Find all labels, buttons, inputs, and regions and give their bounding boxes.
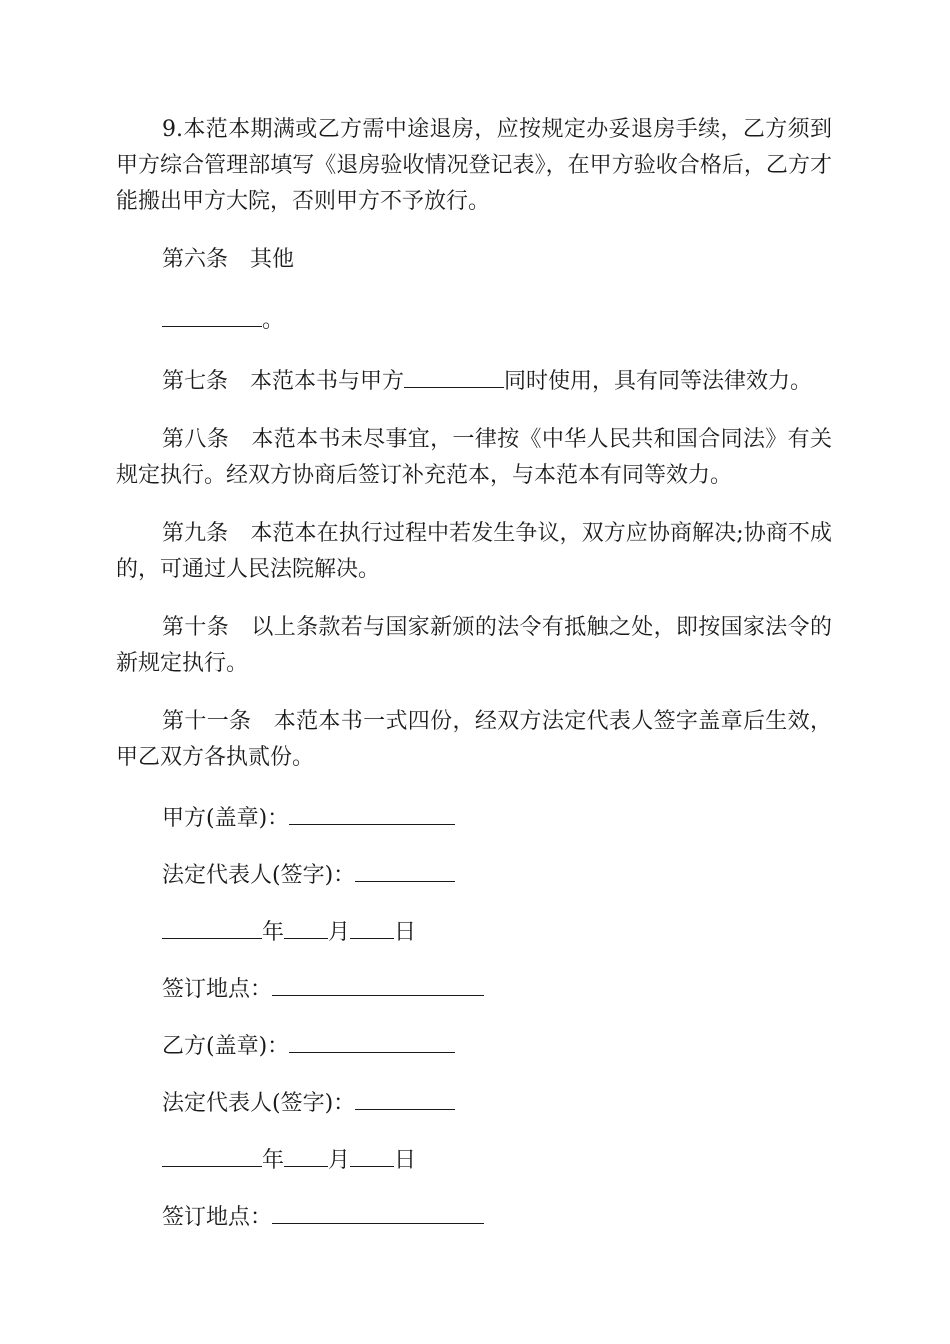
place-a-label: 签订地点： [162,977,273,1002]
article-7-blank [404,361,504,388]
article-8 [116,422,832,494]
document-page [116,112,832,1254]
article-6-body [116,300,832,339]
article-7-number: 第七条 [162,369,229,394]
year-a-label: 年 [262,920,285,945]
place-b-blank[interactable] [272,1197,484,1224]
rep-a-signature-blank[interactable] [355,855,455,882]
article-11-text: 本范本书一式四份，经双方法定代表人签字盖章后生效，甲乙双方各执贰份。 [116,709,832,770]
party-a-seal-line [116,798,832,837]
month-a-label: 月 [328,920,351,945]
article-10 [116,610,832,682]
rep-a-line [116,855,832,894]
party-a-seal-blank[interactable] [289,798,455,825]
article-9-number: 第九条 [162,521,229,546]
year-b-label: 年 [262,1148,285,1173]
article-11 [116,704,832,776]
rep-a-label: 法定代表人(签字)： [162,863,356,888]
article-7-text-b: 同时使用，具有同等法律效力。 [504,369,813,394]
place-a-blank[interactable] [272,969,484,996]
party-b-label: 乙方(盖章)： [162,1034,290,1059]
article-8-number: 第八条 [162,427,230,452]
clause-item-9: 9.本范本期满或乙方需中途退房，应按规定办妥退房手续，乙方须到甲方综合管理部填写《退房验收情况登记表》，在甲方验收合格后，乙方才能搬出甲方大院，否则甲方不予放行。 [116,117,832,214]
day-b-blank[interactable] [350,1140,394,1167]
place-b-label: 签订地点： [162,1205,273,1230]
date-b-line [116,1140,832,1179]
day-b-label: 日 [394,1148,417,1173]
month-a-blank[interactable] [284,912,328,939]
year-b-blank[interactable] [162,1140,262,1167]
article-6-heading [116,242,832,278]
article-6-number: 第六条 [162,247,229,272]
article-11-number: 第十一条 [162,709,252,734]
day-a-blank[interactable] [350,912,394,939]
rep-b-label: 法定代表人(签字)： [162,1091,356,1116]
article-7-text-a: 本范本书与甲方 [250,369,405,394]
article-9 [116,516,832,588]
day-a-label: 日 [394,920,417,945]
place-a-line [116,969,832,1008]
month-b-label: 月 [328,1148,351,1173]
article-7 [116,361,832,400]
article-6-title: 其他 [250,247,295,272]
party-a-label: 甲方(盖章)： [162,806,290,831]
place-b-line [116,1197,832,1236]
rep-b-signature-blank[interactable] [355,1083,455,1110]
party-b-seal-blank[interactable] [289,1026,455,1053]
party-b-seal-line [116,1026,832,1065]
year-a-blank[interactable] [162,912,262,939]
article-6-end: 。 [262,308,285,333]
article-10-number: 第十条 [162,615,230,640]
rep-b-line [116,1083,832,1122]
article-8-text: 本范本书未尽事宜，一律按《中华人民共和国合同法》有关规定执行。经双方协商后签订补充范本，与本范本有同等效力。 [116,427,832,488]
date-a-line [116,912,832,951]
article-6-blank [162,300,262,327]
article-9-text: 本范本在执行过程中若发生争议，双方应协商解决;协商不成的，可通过人民法院解决。 [116,521,832,582]
article-10-text: 以上条款若与国家新颁的法令有抵触之处，即按国家法令的新规定执行。 [116,615,832,676]
month-b-blank[interactable] [284,1140,328,1167]
